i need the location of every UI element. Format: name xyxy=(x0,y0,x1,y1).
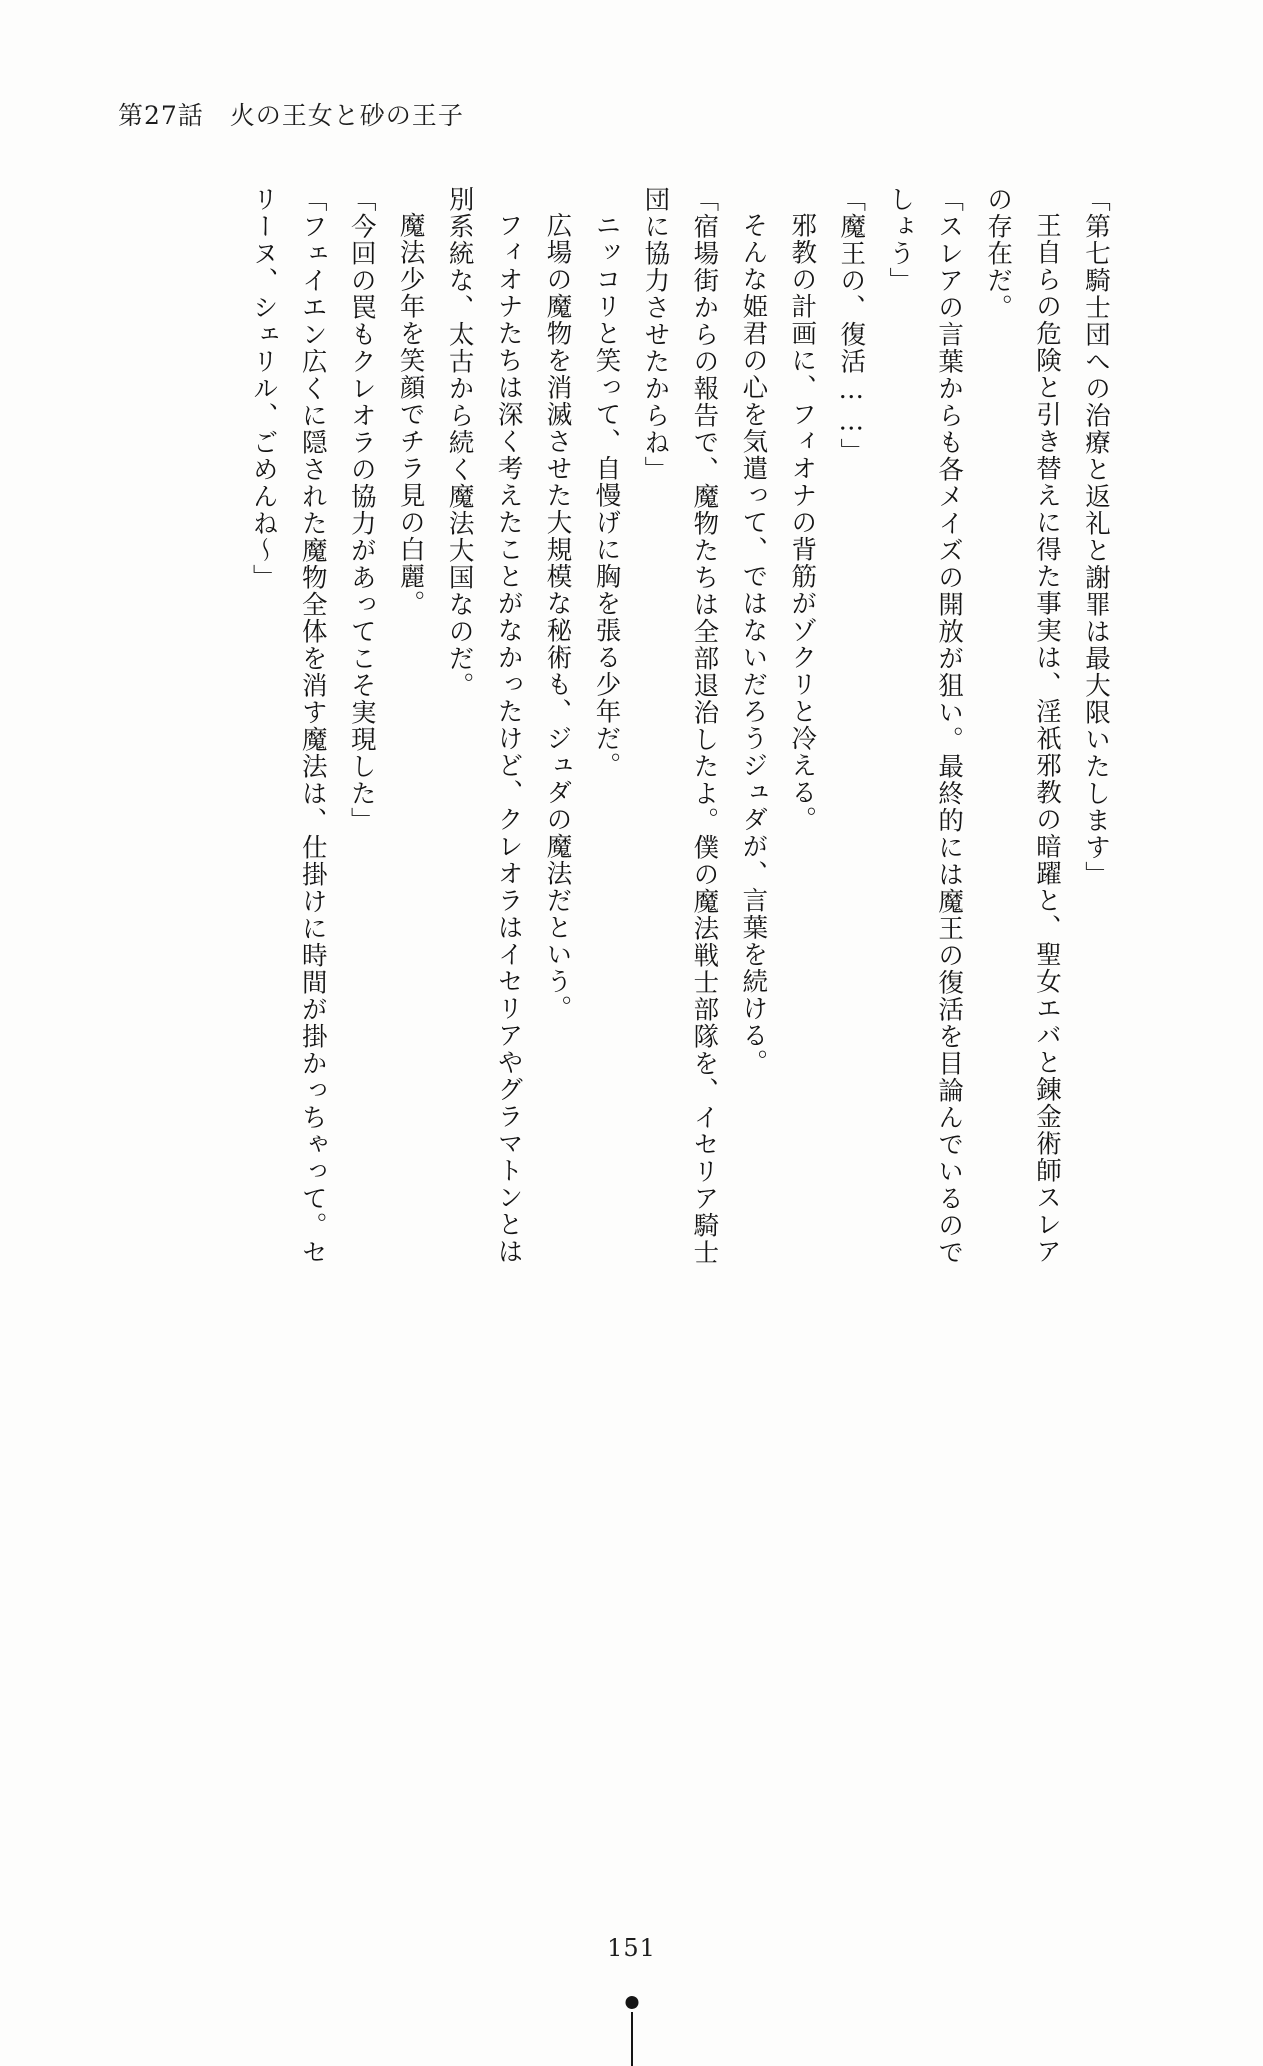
ornament-dot-icon xyxy=(625,1996,638,2009)
bottom-ornament xyxy=(627,1996,637,2066)
paragraph: 「第七騎士団への治療と返礼と謝罪は最大限いたします」 xyxy=(1081,186,1111,888)
body-text-vertical xyxy=(120,186,1120,1286)
paragraph: 「フェイエン広くに隠された魔物全体を消す魔法は、仕掛けに時間が掛かっちゃって。セリーヌ、シェリル、ごめんね～」 xyxy=(248,186,328,1266)
paragraph: ニッコリと笑って、自慢げに胸を張る少年だ。 xyxy=(591,211,622,779)
paragraph: 邪教の計画に、フィオナの背筋がゾクリと冷える。 xyxy=(787,211,818,833)
paragraph: そんな姫君の心を気遣って、ではないだろうジュダが、言葉を続ける。 xyxy=(738,211,769,1076)
paragraph: フィオナたちは深く考えたことがなかったけど、クレオラはイセリアやグラマトンとは別系統な、太古から続く魔法大国なのだ。 xyxy=(444,186,524,1265)
ornament-rule xyxy=(631,2012,633,2066)
paragraph: 王自らの危険と引き替えに得た事実は、淫祇邪教の暗躍と、聖女エバと錬金術師スレアの存在だ。 xyxy=(983,186,1063,1265)
paragraph: 魔法少年を笑顔でチラ見の白麗。 xyxy=(395,211,426,617)
paragraph: 「魔王の、復活……」 xyxy=(836,186,867,465)
paragraph: 「今回の罠もクレオラの協力があってこそ実現した」 xyxy=(346,186,377,834)
chapter-header: 第27話 火の王女と砂の王子 xyxy=(118,101,464,130)
paragraph: 広場の魔物を消滅させた大規模な秘術も、ジュダの魔法だという。 xyxy=(542,211,573,1022)
page-number: 151 xyxy=(607,1934,656,1962)
paragraph: 「スレアの言葉からも各メイズの開放が狙い。最終的には魔王の復活を目論んでいるのでしょう」 xyxy=(885,186,965,1266)
paragraph: 「宿場街からの報告で、魔物たちは全部退治したよ。僕の魔法戦士部隊を、イセリア騎士団に協力させたからね」 xyxy=(640,186,720,1266)
